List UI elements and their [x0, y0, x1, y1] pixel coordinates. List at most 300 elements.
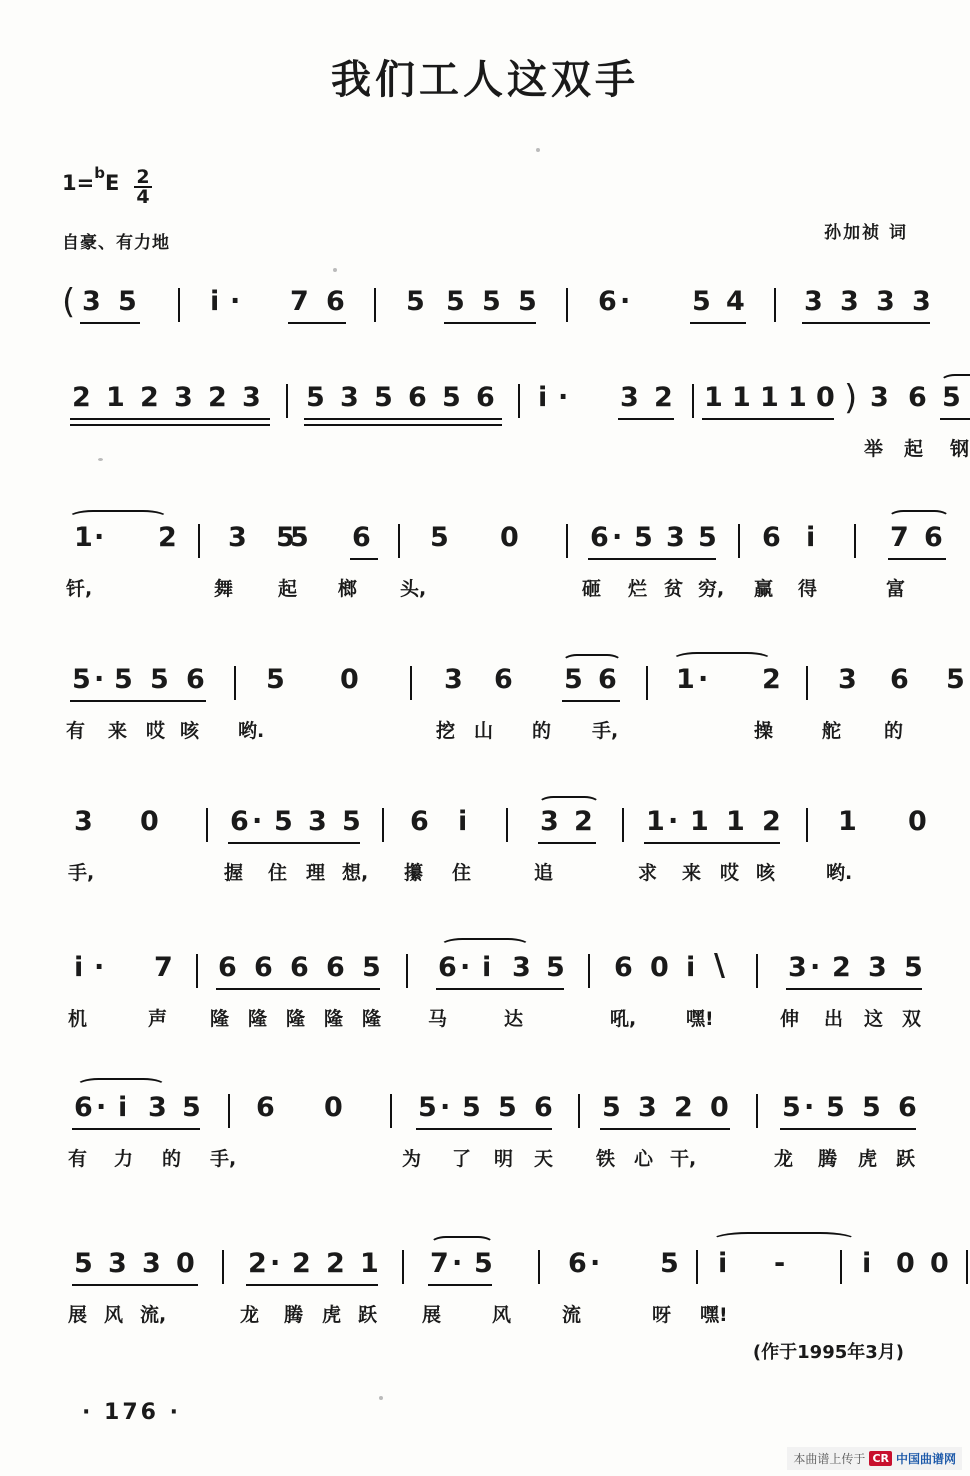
notation-row-2-tail: [62, 382, 961, 434]
notation-row-1: [62, 282, 931, 338]
scan-speck: [379, 1396, 383, 1400]
tempo-marking: 自豪、有力地: [62, 233, 170, 253]
lyrics-row-3: [62, 574, 910, 608]
lyric-syllable: 烂: [628, 578, 648, 600]
note: 3: [444, 664, 463, 695]
note: 6: [476, 382, 495, 413]
barline: [402, 1250, 404, 1284]
lyric-syllable: 哟.: [826, 862, 853, 884]
scan-speck: [333, 268, 337, 272]
note: 0: [896, 1248, 915, 1279]
note: i: [806, 522, 816, 553]
lyric-syllable: 达: [504, 1008, 524, 1030]
note: 2: [208, 382, 227, 413]
note: 2: [158, 522, 177, 553]
lyric-syllable: 咳: [180, 720, 200, 742]
barline: [206, 808, 208, 842]
slur: [562, 654, 622, 670]
beam: [780, 1128, 916, 1130]
note: 6: [898, 1092, 917, 1123]
note: i: [118, 1092, 128, 1123]
lyric-syllable: 虎: [858, 1148, 878, 1170]
lyric-syllable: 舞: [214, 578, 234, 600]
notation-row-7: [62, 1092, 917, 1144]
lyric-syllable: 砸: [582, 578, 602, 600]
note: 5: [306, 382, 325, 413]
note: 5: [182, 1092, 201, 1123]
lyric-syllable: 这: [864, 1008, 884, 1030]
lyric-syllable: 嘿!: [700, 1304, 728, 1326]
note: i: [538, 382, 548, 413]
note: 3: [142, 1248, 161, 1279]
barline: [538, 1250, 540, 1284]
notation-row-5: [62, 806, 927, 858]
note: 5: [72, 664, 91, 695]
note: 3: [838, 664, 857, 695]
note: 5: [482, 286, 501, 317]
lyric-syllable: 流: [562, 1304, 582, 1326]
note: 5: [266, 664, 285, 695]
note: 5: [362, 952, 381, 983]
barline: [756, 954, 758, 988]
watermark-logo-icon: CR: [869, 1451, 892, 1466]
note: 3: [174, 382, 193, 413]
beam: [428, 1284, 492, 1286]
dot: ·: [698, 664, 709, 695]
note: 5: [274, 806, 293, 837]
note: 3: [108, 1248, 127, 1279]
lyrics-row-8: [62, 1300, 910, 1334]
note: 5: [946, 664, 965, 695]
note: 5: [546, 952, 565, 983]
note: 2: [762, 806, 781, 837]
beam: [416, 1128, 552, 1130]
repeat-paren-close: ): [844, 378, 858, 418]
note: 6: [352, 522, 371, 553]
note: 6: [908, 382, 927, 413]
lyric-syllable: 住: [268, 862, 288, 884]
slur: [940, 374, 970, 390]
barline: [840, 1250, 842, 1284]
note: 6: [890, 664, 909, 695]
barline: [506, 808, 508, 842]
barline: [806, 666, 808, 700]
note: 6: [410, 806, 429, 837]
music-system-1: [62, 282, 931, 338]
note: 4: [726, 286, 745, 317]
note: 2: [574, 806, 593, 837]
lyric-syllable: 求: [638, 862, 658, 884]
watermark-site: 中国曲谱网: [895, 1452, 956, 1466]
music-system-6: [62, 948, 923, 1038]
lyric-syllable: 起: [904, 438, 924, 460]
dot: ·: [440, 1092, 451, 1123]
note: 3: [340, 382, 359, 413]
lyric-syllable: 来: [682, 862, 702, 884]
beam: [228, 842, 360, 844]
note: 5: [602, 1092, 621, 1123]
lyric-syllable: 赢: [754, 578, 774, 600]
time-signature-numerator: 2: [136, 166, 150, 188]
barline: [806, 808, 808, 842]
dot: ·: [94, 952, 105, 983]
lyrics-row-6: [62, 1004, 922, 1038]
lyric-syllable: 心: [634, 1148, 654, 1170]
lyric-syllable: 力: [114, 1148, 134, 1170]
lyric-syllable: 贫: [664, 578, 684, 600]
note: 1: [646, 806, 665, 837]
barline: [578, 1094, 580, 1128]
lyric-syllable: 双: [902, 1008, 922, 1030]
note: 5: [660, 1248, 679, 1279]
page-title: 我们工人这双手: [331, 57, 639, 103]
barline: [756, 1094, 758, 1128]
lyric-syllable: 吼,: [610, 1008, 637, 1030]
note: 1: [760, 382, 779, 413]
lyrics-row-2: [62, 434, 970, 468]
note: 1: [732, 382, 751, 413]
barline: [774, 288, 776, 322]
lyrics-row-5: [62, 858, 910, 892]
note: 3: [840, 286, 859, 317]
note: 5: [904, 952, 923, 983]
lyric-syllable: 隆: [286, 1008, 306, 1030]
lyric-syllable: 的: [532, 720, 552, 742]
dot: ·: [94, 664, 105, 695]
note: 3: [148, 1092, 167, 1123]
slur: [712, 1232, 856, 1248]
note: 6: [326, 952, 345, 983]
note: 5: [698, 522, 717, 553]
beam: [562, 700, 620, 702]
lyricist-credit: 孙加祯 词: [824, 223, 908, 243]
barline: [646, 666, 648, 700]
notation-row-8: [62, 1248, 949, 1300]
note: 5: [634, 522, 653, 553]
note: 6: [568, 1248, 587, 1279]
note: 5: [826, 1092, 845, 1123]
lyric-syllable: 虎: [322, 1304, 342, 1326]
lyric-syllable: 追: [534, 862, 554, 884]
lyric-syllable: 哎: [146, 720, 166, 742]
note: 1: [726, 806, 745, 837]
page-number: · 176 ·: [82, 1400, 181, 1425]
note: 5: [782, 1092, 801, 1123]
barline: [696, 1250, 698, 1284]
note: 5: [442, 382, 461, 413]
lyric-syllable: 有: [68, 1148, 88, 1170]
barline: [588, 954, 590, 988]
barline: [410, 666, 412, 700]
dot: ·: [620, 286, 631, 317]
note: 0: [140, 806, 159, 837]
note: 5: [290, 522, 309, 553]
barline: [228, 1094, 230, 1128]
dot: ·: [810, 952, 821, 983]
lyric-syllable: 头,: [400, 578, 427, 600]
lyric-syllable: 有: [66, 720, 86, 742]
barline: [196, 954, 198, 988]
note: 6: [590, 522, 609, 553]
note: 5: [564, 664, 583, 695]
note: 5: [692, 286, 711, 317]
barline: [178, 288, 180, 322]
beam: [288, 322, 346, 324]
beam: [436, 988, 564, 990]
lyric-syllable: 隆: [248, 1008, 268, 1030]
note: 5: [374, 382, 393, 413]
dot: ·: [590, 1248, 601, 1279]
notation-row-3-extra: [62, 522, 910, 574]
lyric-syllable: 出: [824, 1008, 844, 1030]
note: 2: [140, 382, 159, 413]
lyric-syllable: 攥: [404, 862, 424, 884]
lyric-syllable: 哎: [720, 862, 740, 884]
lyric-syllable: 天: [534, 1148, 554, 1170]
note: 3: [620, 382, 639, 413]
note: 2: [248, 1248, 267, 1279]
note: 5: [342, 806, 361, 837]
site-watermark: [787, 1447, 962, 1470]
lyric-syllable: 富: [886, 578, 906, 600]
note: 0: [176, 1248, 195, 1279]
note: 3: [912, 286, 931, 317]
note: 5: [518, 286, 537, 317]
beam: [216, 988, 380, 990]
lyric-syllable: 龙: [240, 1304, 260, 1326]
beam: [538, 842, 596, 844]
beam: [72, 1128, 200, 1130]
beam: [70, 700, 206, 702]
lyric-syllable: 得: [798, 578, 818, 600]
note: 3: [228, 522, 247, 553]
lyric-syllable: 腾: [818, 1148, 838, 1170]
note: i: [74, 952, 84, 983]
beam: [940, 418, 970, 420]
lyric-syllable: 嘿!: [686, 1008, 714, 1030]
note: 0: [650, 952, 669, 983]
note: 0: [930, 1248, 949, 1279]
note: 5: [74, 1248, 93, 1279]
dot: ·: [460, 952, 471, 983]
music-system-5: [62, 806, 927, 892]
lyric-syllable: 机: [68, 1008, 88, 1030]
lyric-syllable: 铁: [596, 1148, 616, 1170]
note: 2: [72, 382, 91, 413]
note: 6: [230, 806, 249, 837]
dot: ·: [612, 522, 623, 553]
beam: [786, 988, 922, 990]
lyric-syllable: 挖: [436, 720, 456, 742]
note: 3: [870, 382, 889, 413]
lyric-syllable: 了: [452, 1148, 472, 1170]
note: i: [458, 806, 468, 837]
lyric-syllable: 为: [402, 1148, 422, 1170]
lyric-syllable: 腾: [284, 1304, 304, 1326]
lyric-syllable: 钎,: [66, 578, 93, 600]
lyric-syllable: 想,: [342, 862, 369, 884]
notation-row-6: [62, 948, 923, 1004]
note: 5: [474, 1248, 493, 1279]
dot: ·: [230, 286, 241, 317]
lyric-syllable: 手,: [68, 862, 95, 884]
note: 0: [500, 522, 519, 553]
lyric-syllable: 龙: [774, 1148, 794, 1170]
note: 5: [430, 522, 449, 553]
dot: ·: [558, 382, 569, 413]
note: 5: [406, 286, 425, 317]
note: 3: [242, 382, 261, 413]
beam: [80, 322, 140, 324]
note: 6: [256, 1092, 275, 1123]
lyric-syllable: 手,: [210, 1148, 237, 1170]
note: 3: [788, 952, 807, 983]
note: 3: [512, 952, 531, 983]
lyric-syllable: 哟.: [238, 720, 265, 742]
music-system-4: [62, 664, 965, 750]
music-system-7: [62, 1092, 917, 1178]
note: -: [774, 1248, 786, 1279]
note: 1: [74, 522, 93, 553]
note: 1: [676, 664, 695, 695]
note: 5: [862, 1092, 881, 1123]
note: 7: [890, 522, 909, 553]
composition-date: (作于1995年3月): [752, 1342, 904, 1363]
breath-mark: \: [714, 948, 725, 983]
barline: [622, 808, 624, 842]
lyric-syllable: 榔: [338, 578, 358, 600]
note: i: [686, 952, 696, 983]
lyric-syllable: 穷,: [698, 578, 725, 600]
lyric-syllable: 声: [148, 1008, 168, 1030]
barline: [390, 1094, 392, 1128]
note: 5: [942, 382, 961, 413]
lyric-syllable: 明: [494, 1148, 514, 1170]
scan-speck: [98, 458, 103, 461]
note: 0: [324, 1092, 343, 1123]
barline: [382, 808, 384, 842]
note: 3: [308, 806, 327, 837]
note: i: [482, 952, 492, 983]
beam: [802, 322, 930, 324]
note: 1: [788, 382, 807, 413]
note: 6: [408, 382, 427, 413]
note: 2: [832, 952, 851, 983]
lyric-syllable: 呀: [652, 1304, 672, 1326]
lyric-syllable: 马: [428, 1008, 448, 1030]
note: 6: [924, 522, 943, 553]
final-barline-thin: [966, 1250, 968, 1284]
note: 0: [908, 806, 927, 837]
lyric-syllable: 展: [68, 1304, 88, 1326]
note: 6: [326, 286, 345, 317]
lyric-syllable: 的: [162, 1148, 182, 1170]
note: 1: [838, 806, 857, 837]
note: 6: [290, 952, 309, 983]
note: 2: [674, 1092, 693, 1123]
note: 5: [118, 286, 137, 317]
note: 5: [498, 1092, 517, 1123]
lyric-syllable: 隆: [210, 1008, 230, 1030]
lyric-syllable: 舵: [822, 720, 842, 742]
note: 6: [218, 952, 237, 983]
lyric-syllable: 来: [108, 720, 128, 742]
note: 5: [150, 664, 169, 695]
lyrics-row-4: [62, 716, 910, 750]
lyric-syllable: 隆: [324, 1008, 344, 1030]
lyric-syllable: 理: [306, 862, 326, 884]
dot: ·: [804, 1092, 815, 1123]
lyric-syllable: 跃: [358, 1304, 378, 1326]
lyric-syllable: 风: [104, 1304, 124, 1326]
time-signature-denominator: 4: [136, 186, 150, 209]
note: 1: [106, 382, 125, 413]
barline: [406, 954, 408, 988]
lyric-syllable: 干,: [670, 1148, 697, 1170]
note: i: [718, 1248, 728, 1279]
music-system-8: [62, 1248, 949, 1334]
beam: [600, 1128, 730, 1130]
note: i: [210, 286, 220, 317]
dot: ·: [96, 1092, 107, 1123]
note: 3: [638, 1092, 657, 1123]
note: 6: [494, 664, 513, 695]
note: 3: [74, 806, 93, 837]
dot: ·: [252, 806, 263, 837]
note: 6: [438, 952, 457, 983]
dot: ·: [270, 1248, 281, 1279]
lyric-syllable: 山: [474, 720, 494, 742]
beam: [444, 322, 536, 324]
note: 6: [762, 522, 781, 553]
note: 3: [666, 522, 685, 553]
note: 6: [598, 286, 617, 317]
note: 6: [534, 1092, 553, 1123]
note: 3: [540, 806, 559, 837]
note: 3: [868, 952, 887, 983]
note: 2: [762, 664, 781, 695]
beam: [644, 842, 780, 844]
repeat-paren-open: (: [62, 282, 76, 322]
barline: [234, 666, 236, 700]
note: 7: [290, 286, 309, 317]
note: 2: [292, 1248, 311, 1279]
barline: [374, 288, 376, 322]
key-signature-block: [62, 164, 152, 209]
note: 1: [690, 806, 709, 837]
note: 0: [340, 664, 359, 695]
music-system-2-tail: [62, 382, 961, 434]
note: 3: [82, 286, 101, 317]
lyric-syllable: 跃: [896, 1148, 916, 1170]
note: 6: [186, 664, 205, 695]
lyric-syllable: 风: [492, 1304, 512, 1326]
music-system-3-extra: [62, 522, 910, 574]
note: 5: [462, 1092, 481, 1123]
note: 7: [154, 952, 173, 983]
time-signature: [134, 166, 151, 209]
lyric-syllable: 起: [278, 578, 298, 600]
beam: [690, 322, 746, 324]
note: 2: [326, 1248, 345, 1279]
note: 5: [276, 522, 295, 553]
note: 1: [704, 382, 723, 413]
lyric-syllable: 举: [864, 438, 884, 460]
note: 5: [114, 664, 133, 695]
barline: [566, 288, 568, 322]
dot: ·: [452, 1248, 463, 1279]
note: 1: [360, 1248, 379, 1279]
